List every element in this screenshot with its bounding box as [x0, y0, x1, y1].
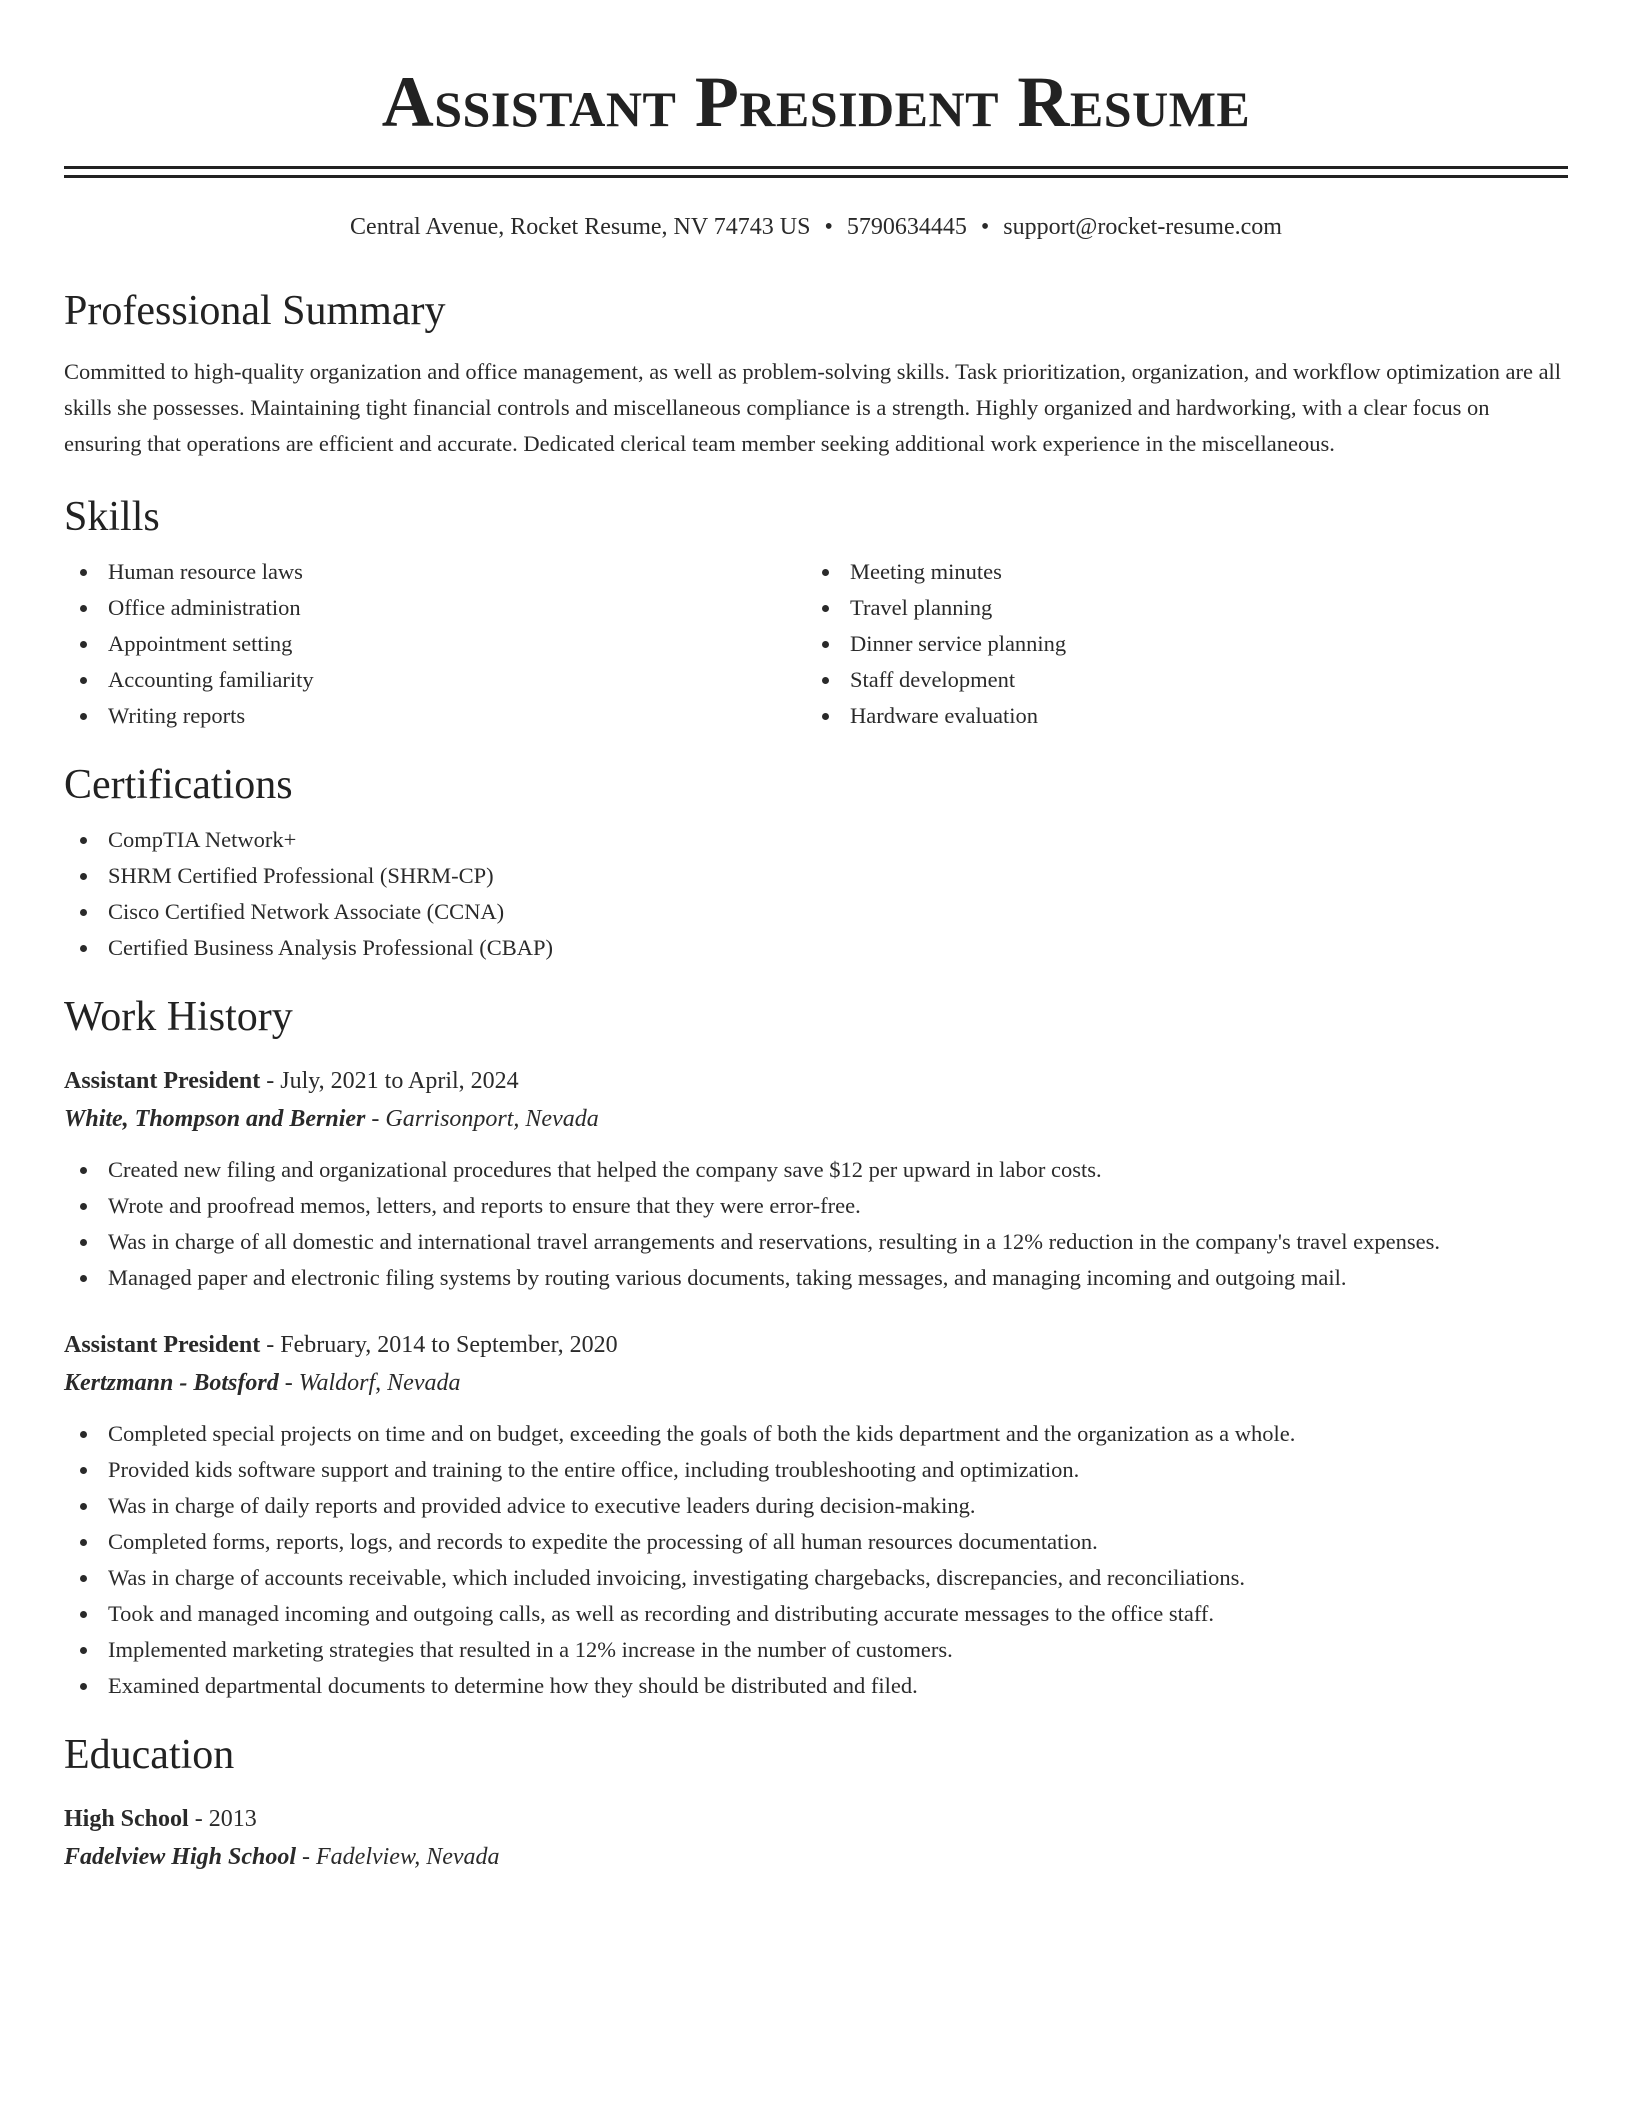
job-bullet: Completed special projects on time and on budget, exceeding the goals of both the kids department and the organization as a whole. [64, 1416, 1568, 1452]
education-degree-line [64, 1800, 1568, 1838]
summary-text: Committed to high-quality organization and office management, as well as problem-solving skills. Task prioritization, organization, and workflow optimization are all skills she possesses. Maintaining tight financial controls and miscellaneous compliance is a strength. Highly organized and hardworking, with a clear focus on ensuring that operations are efficient and accurate. Dedicated clerical team member seeking additional work experience in the miscellaneous. [64, 359, 1562, 456]
job-location: - Waldorf, Nevada [278, 1370, 461, 1396]
job-bullet: Was in charge of accounts receivable, which included invoicing, investigating chargebacks, discrepancies, and reconciliations. [64, 1560, 1568, 1596]
education-section [64, 1730, 1568, 1876]
certification-item: CompTIA Network+ [64, 822, 1568, 858]
job-bullet: Was in charge of all domestic and international travel arrangements and reservations, resulting in a 12% reduction in the company's travel expenses. [64, 1224, 1568, 1260]
job-location: - Garrisonport, Nevada [365, 1106, 599, 1132]
skill-item: Meeting minutes [806, 554, 1568, 590]
job-title-line [64, 1326, 1568, 1364]
education-degree: High School [64, 1806, 189, 1832]
contact-separator: • [824, 214, 833, 240]
skill-item: Hardware evaluation [806, 698, 1568, 734]
work-history-section [64, 992, 1568, 1704]
job-bullet: Was in charge of daily reports and provided advice to executive leaders during decision-making. [64, 1488, 1568, 1524]
summary-section [64, 286, 1568, 462]
contact-address: Central Avenue, Rocket Resume, NV 74743 US [350, 214, 811, 240]
job-entry [64, 1326, 1568, 1704]
skill-item: Writing reports [64, 698, 806, 734]
certification-item: Certified Business Analysis Professional (CBAP) [64, 930, 1568, 966]
skills-column-left [64, 554, 806, 734]
job-bullet: Implemented marketing strategies that resulted in a 12% increase in the number of customers. [64, 1632, 1568, 1668]
skills-section [64, 492, 1568, 734]
skill-item: Appointment setting [64, 626, 806, 662]
education-heading: Education [64, 1732, 235, 1778]
job-bullets [64, 1416, 1568, 1704]
job-company-line [64, 1364, 1568, 1402]
skills-grid [64, 554, 1568, 734]
skill-item: Dinner service planning [806, 626, 1568, 662]
skill-item: Human resource laws [64, 554, 806, 590]
job-bullet: Created new filing and organizational procedures that helped the company save $12 per upward in labor costs. [64, 1152, 1568, 1188]
skills-list-left [64, 554, 806, 734]
job-title: Assistant President [64, 1332, 261, 1358]
education-school: Fadelview High School [64, 1844, 297, 1870]
job-entry [64, 1062, 1568, 1296]
work-history-heading: Work History [64, 994, 293, 1040]
job-bullet: Completed forms, reports, logs, and records to expedite the processing of all human resources documentation. [64, 1524, 1568, 1560]
certifications-heading: Certifications [64, 762, 293, 808]
job-bullet: Wrote and proofread memos, letters, and reports to ensure that they were error-free. [64, 1188, 1568, 1224]
education-school-line [64, 1838, 1568, 1876]
skill-item: Staff development [806, 662, 1568, 698]
contact-separator: • [980, 214, 990, 240]
contact-line [64, 210, 1568, 244]
job-dates: - July, 2021 to April, 2024 [260, 1068, 519, 1094]
certifications-list [64, 822, 1568, 966]
job-title: Assistant President [64, 1068, 261, 1094]
education-location: - Fadelview, Nevada [296, 1844, 500, 1870]
job-company: White, Thompson and Bernier [64, 1106, 366, 1132]
job-bullet: Took and managed incoming and outgoing calls, as well as recording and distributing accurate messages to the office staff. [64, 1596, 1568, 1632]
title-divider [64, 166, 1568, 178]
job-bullet: Examined departmental documents to determine how they should be distributed and filed. [64, 1668, 1568, 1704]
skill-item: Travel planning [806, 590, 1568, 626]
job-bullets [64, 1152, 1568, 1296]
certifications-section [64, 760, 1568, 966]
skill-item: Office administration [64, 590, 806, 626]
skills-heading: Skills [64, 494, 160, 540]
summary-heading: Professional Summary [64, 288, 446, 334]
certification-item: SHRM Certified Professional (SHRM-CP) [64, 858, 1568, 894]
job-company-line [64, 1100, 1568, 1138]
resume-title: Assistant President Resume [381, 62, 1251, 142]
job-bullet: Managed paper and electronic filing systems by routing various documents, taking messages, and managing incoming and outgoing mail. [64, 1260, 1568, 1296]
skills-column-right [806, 554, 1568, 734]
skills-list-right [806, 554, 1568, 734]
education-entry [64, 1800, 1568, 1876]
job-company: Kertzmann - Botsford [64, 1370, 279, 1396]
job-bullet: Provided kids software support and training to the entire office, including troubleshooting and optimization. [64, 1452, 1568, 1488]
job-title-line [64, 1062, 1568, 1100]
divider-line-bottom [64, 175, 1568, 178]
contact-email: support@rocket-resume.com [1003, 214, 1282, 240]
skill-item: Accounting familiarity [64, 662, 806, 698]
divider-line-top [64, 166, 1568, 169]
job-dates: - February, 2014 to September, 2020 [260, 1332, 618, 1358]
certification-item: Cisco Certified Network Associate (CCNA) [64, 894, 1568, 930]
education-year: - 2013 [188, 1806, 257, 1832]
contact-phone: 5790634445 [846, 214, 967, 240]
